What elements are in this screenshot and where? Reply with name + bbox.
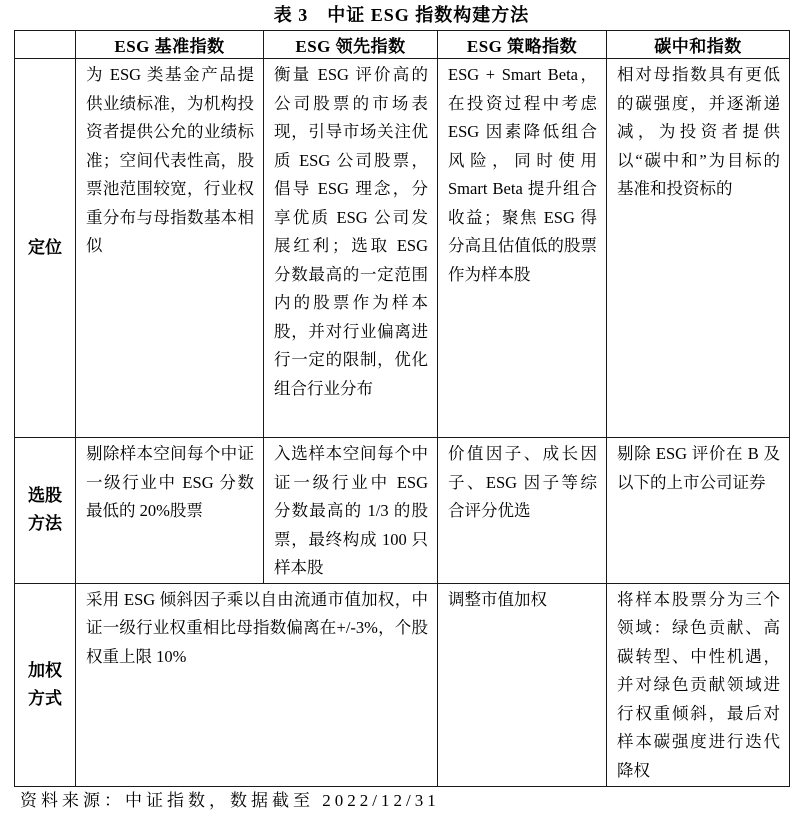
header-esg-strategy: ESG 策略指数 bbox=[438, 31, 607, 59]
row-header-positioning: 定位 bbox=[15, 59, 76, 438]
header-esg-leading: ESG 领先指数 bbox=[264, 31, 438, 59]
cell-selection-benchmark: 剔除样本空间每个中证一级行业中 ESG 分数最低的 20%股票 bbox=[76, 438, 264, 584]
table-row-positioning bbox=[15, 59, 790, 438]
cell-selection-leading: 入选样本空间每个中证一级行业中 ESG 分数最高的 1/3 的股票，最终构成 100 只样本股 bbox=[264, 438, 438, 584]
header-esg-benchmark: ESG 基准指数 bbox=[76, 31, 264, 59]
row-header-stock-selection: 选股方法 bbox=[15, 438, 76, 584]
esg-index-table bbox=[14, 30, 790, 787]
header-empty-cell bbox=[15, 31, 76, 59]
cell-positioning-leading: 衡量 ESG 评价高的公司股票的市场表现，引导市场关注优质 ESG 公司股票，倡导 ESG 理念，分享优质 ESG 公司发展红利；选取 ESG 分数最高的一定范围内的股票作为样本股，并对行业偏离进行一定的限制，优化组合行业分布 bbox=[264, 59, 438, 438]
cell-weighting-carbon: 将样本股票分为三个领域：绿色贡献、高碳转型、中性机遇，并对绿色贡献领域进行权重倾斜，最后对样本碳强度进行迭代降权 bbox=[607, 583, 790, 786]
row-header-weighting: 加权方式 bbox=[15, 583, 76, 786]
cell-selection-carbon: 剔除 ESG 评价在 B 及以下的上市公司证券 bbox=[607, 438, 790, 584]
table-header-row bbox=[15, 31, 790, 59]
header-carbon-neutral: 碳中和指数 bbox=[607, 31, 790, 59]
data-source-note: 资料来源：中证指数，数据截至 2022/12/31 bbox=[20, 791, 440, 810]
cell-positioning-carbon: 相对母指数具有更低的碳强度，并逐渐递减，为投资者提供以“碳中和”为目标的基准和投资标的 bbox=[607, 59, 790, 438]
table-title: 表 3 中证 ESG 指数构建方法 bbox=[273, 5, 530, 25]
cell-positioning-strategy: ESG + Smart Beta，在投资过程中考虑 ESG 因素降低组合风险，同时使用 Smart Beta 提升组合收益；聚焦 ESG 得分高且估值低的股票作为样本股 bbox=[438, 59, 607, 438]
cell-selection-strategy: 价值因子、成长因子、ESG 因子等综合评分优选 bbox=[438, 438, 607, 584]
cell-weighting-strategy: 调整市值加权 bbox=[438, 583, 607, 786]
cell-positioning-benchmark: 为 ESG 类基金产品提供业绩标准，为机构投资者提供公允的业绩标准；空间代表性高，股票池范围较宽，行业权重分布与母指数基本相似 bbox=[76, 59, 264, 438]
cell-weighting-benchmark-leading: 采用 ESG 倾斜因子乘以自由流通市值加权，中证一级行业权重相比母指数偏离在+/-3%，个股权重上限 10% bbox=[76, 583, 438, 786]
table-row-weighting bbox=[15, 583, 790, 786]
table-row-stock-selection bbox=[15, 438, 790, 584]
